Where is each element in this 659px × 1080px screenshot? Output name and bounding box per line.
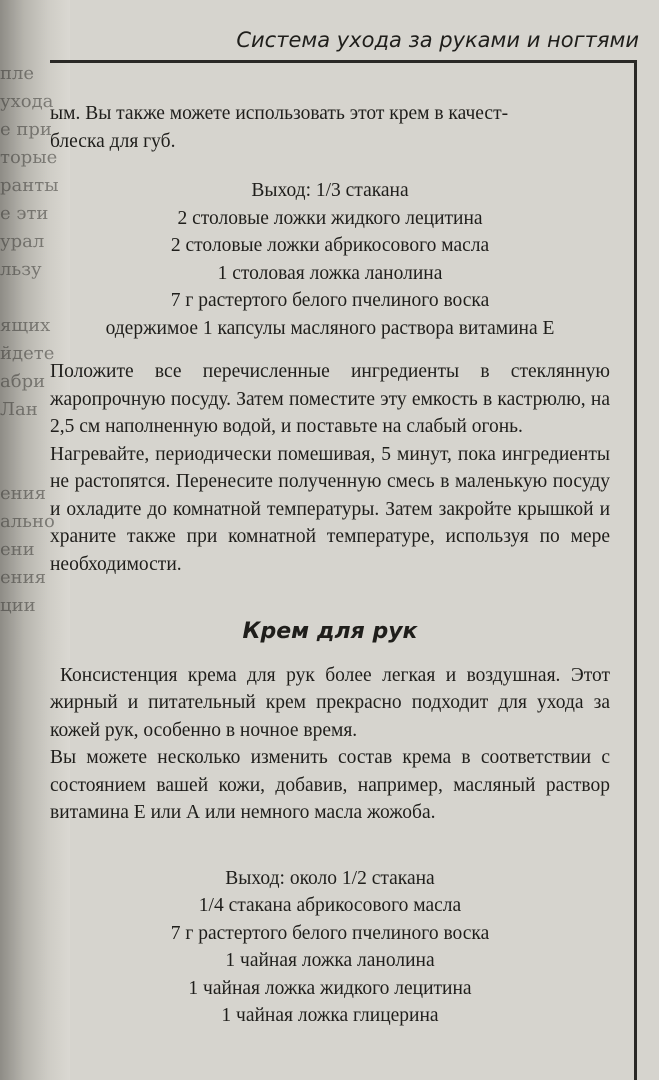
gutter-line: ранты bbox=[0, 175, 59, 196]
yield-line: Выход: 1/3 стакана bbox=[251, 180, 409, 201]
gutter-line: ции bbox=[0, 595, 36, 616]
ingredient-item: 1 чайная ложка жидкого лецитина bbox=[188, 977, 472, 999]
section-title: Крем для рук bbox=[242, 619, 418, 644]
gutter-line: ящих bbox=[0, 315, 51, 336]
ingredient-item: 2 столовые ложки жидкого лецитина bbox=[177, 207, 483, 229]
ingredient-item: 1/4 стакана абрикосового масла bbox=[198, 895, 462, 916]
instructions-paragraph: Положите все перечисленные ингредиенты в стеклянную жаропрочную посуду. Затем поместите эту емкость в кастрюлю, на 2,5 см наполненную водой, и поставьте на слабый огонь. bbox=[50, 361, 610, 437]
page-content bbox=[50, 100, 610, 1046]
ingredients-list bbox=[50, 865, 610, 1030]
gutter-line: урал bbox=[0, 231, 45, 252]
gutter-line: ения bbox=[0, 483, 47, 504]
gutter-line: абри bbox=[0, 371, 46, 392]
ingredient-item: 2 столовые ложки абрикосового масла bbox=[170, 235, 490, 256]
gutter-line: льзу bbox=[0, 259, 42, 280]
gutter-line: е при bbox=[0, 119, 52, 140]
ingredient-item: 7 г растертого белого пчелиного воска bbox=[170, 290, 490, 311]
yield-line: Выход: около 1/2 стакана bbox=[225, 867, 435, 889]
ingredient-item: 1 чайная ложка глицерина bbox=[221, 1005, 439, 1026]
gutter-line: пле bbox=[0, 63, 35, 84]
running-header: Система ухода за руками и ногтями bbox=[236, 28, 639, 52]
ingredient-item: одержимое 1 капсулы масляного раствора витамина Е bbox=[105, 317, 555, 339]
gutter-line: ени bbox=[0, 539, 35, 560]
gutter-line: торые bbox=[0, 147, 58, 168]
gutter-line: ухода bbox=[0, 91, 54, 112]
body-paragraph: Консистенция крема для рук более легкая и воздушная. Этот жирный и питательный крем прекрасно подходит для ухода за кожей рук, особенно в ночное время. bbox=[50, 664, 610, 741]
gutter-line: ения bbox=[0, 567, 47, 588]
ingredient-item: 7 г растертого белого пчелиного воска bbox=[170, 922, 490, 944]
gutter-line: ально bbox=[0, 511, 55, 532]
gutter-line: йдете bbox=[0, 343, 55, 364]
body-paragraph: Вы можете несколько изменить состав крема в соответствии с состоянием вашей кожи, добавив, например, масляный раствор витамина Е или А или немного масла жожоба. bbox=[50, 747, 610, 823]
intro-line: ым. Вы также можете использовать этот крем в качест- bbox=[50, 103, 509, 124]
ingredient-item: 1 столовая ложка ланолина bbox=[217, 262, 443, 284]
ingredients-list bbox=[50, 177, 610, 342]
ingredient-item: 1 чайная ложка ланолина bbox=[225, 950, 435, 971]
gutter-line: Лан bbox=[0, 399, 38, 420]
intro-line: блеска для губ. bbox=[50, 130, 176, 152]
instructions-paragraph: Нагревайте, периодически помешивая, 5 минут, пока ингредиенты не растопятся. Перенесите полученную смесь в маленькую посуду и охладите до комнатной температуры. Затем закройте крышкой и храните также при комнатной температуре, используя по мере необходимости. bbox=[50, 443, 610, 575]
gutter-line: е эти bbox=[0, 203, 49, 224]
